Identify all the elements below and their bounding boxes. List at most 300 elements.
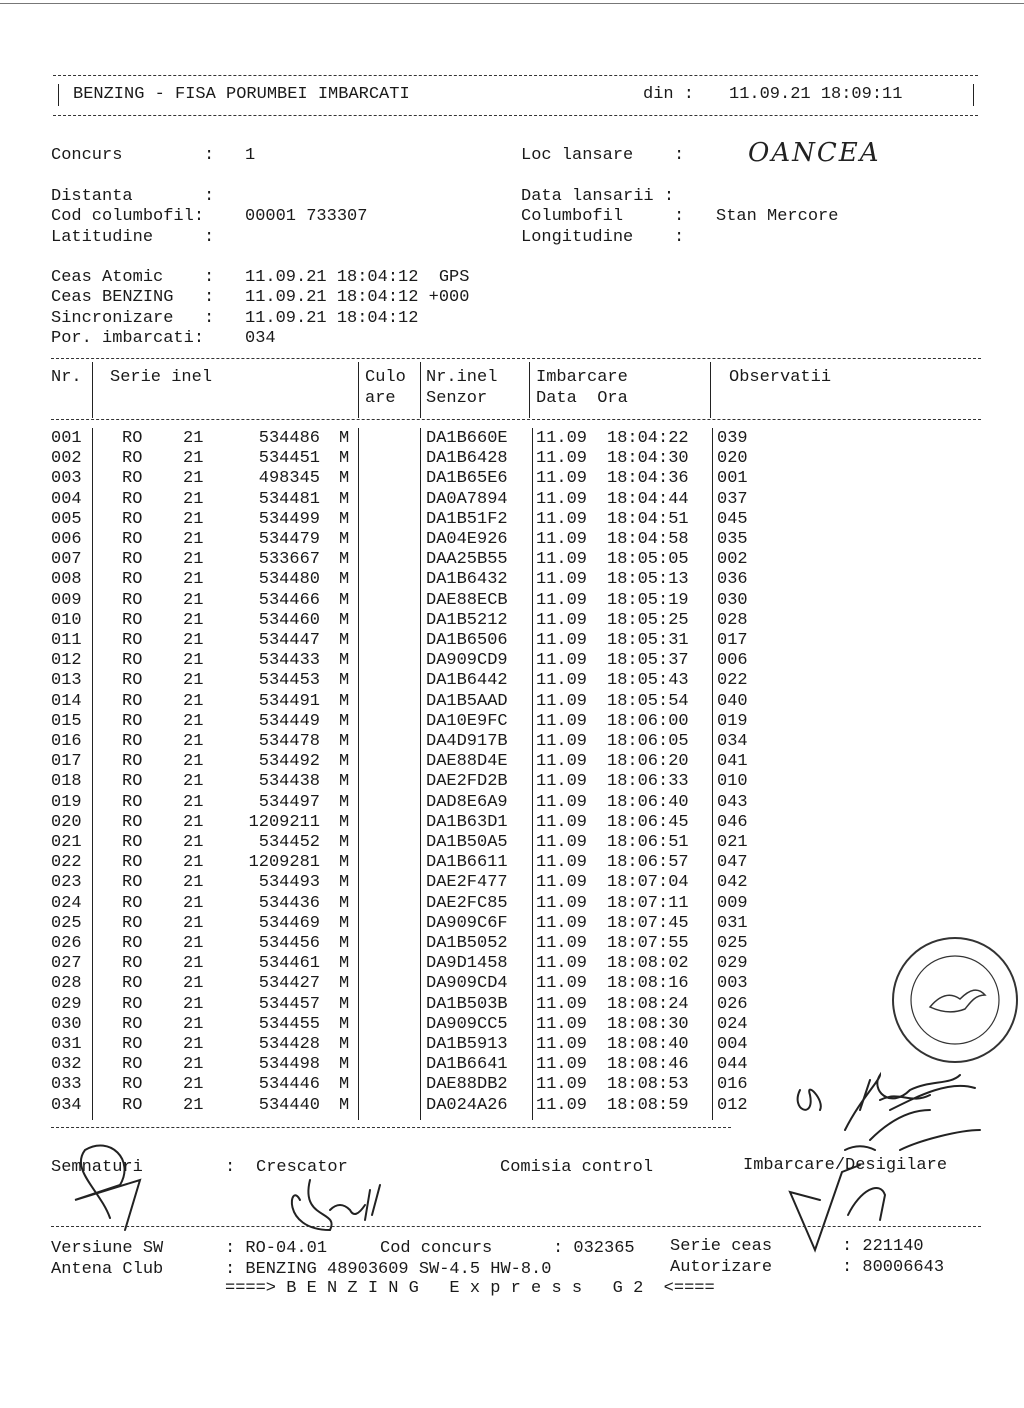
cell-year: 21	[183, 833, 204, 852]
cell-nr: 023	[51, 873, 82, 893]
cell-sensor-id: DA1B5913	[426, 1035, 508, 1054]
cell-year: 21	[183, 429, 204, 448]
cell-sensor-id: DA9D1458	[426, 954, 508, 974]
cell-time: 18:06:57	[607, 853, 689, 873]
cell-year: 21	[183, 732, 204, 751]
versiune-sw-value: : RO-04.01	[225, 1239, 328, 1258]
cell-country: RO	[122, 671, 143, 691]
cell-year: 21	[183, 550, 204, 570]
cell-date: 11.09	[536, 752, 588, 772]
cell-date: 11.09	[536, 590, 588, 610]
cell-date: 11.09	[536, 489, 588, 509]
cell-observatii: 017	[717, 631, 748, 650]
cell-sensor-id: DA1B5212	[426, 610, 508, 630]
cell-ring-number: 534451	[258, 449, 320, 469]
cell-year: 21	[183, 812, 204, 832]
cell-country: RO	[122, 449, 143, 469]
cell-time: 18:05:31	[607, 631, 689, 650]
cell-observatii: 009	[717, 893, 748, 913]
cell-country: RO	[122, 651, 143, 671]
cell-nr: 004	[51, 489, 82, 509]
cell-year: 21	[183, 893, 204, 913]
cell-time: 18:06:33	[607, 772, 689, 792]
cell-ring-number: 1209211	[248, 812, 320, 832]
cell-sensor-id: DA1B5052	[426, 934, 508, 953]
cell-country: RO	[122, 994, 143, 1014]
cell-sex: M	[339, 1014, 350, 1034]
signature-top-right	[845, 1075, 975, 1130]
cell-nr: 021	[51, 833, 82, 852]
cell-date: 11.09	[536, 610, 588, 630]
cell-ring-number: 534428	[258, 1035, 320, 1054]
semnaturi-label: Semnaturi	[51, 1158, 143, 1177]
cell-observatii: 041	[717, 752, 748, 772]
cod-columbofil-value: 00001 733307	[245, 207, 368, 226]
cell-year: 21	[183, 610, 204, 630]
cell-country: RO	[122, 873, 143, 893]
cell-date: 11.09	[536, 671, 588, 691]
imbarcati-value: 034	[245, 329, 276, 348]
cell-observatii: 019	[717, 711, 748, 731]
cell-date: 11.09	[536, 469, 588, 489]
autorizare-label: Autorizare	[670, 1258, 773, 1277]
cell-date: 11.09	[536, 711, 588, 731]
cell-time: 18:06:51	[607, 833, 689, 852]
cell-country: RO	[122, 772, 143, 792]
cell-year: 21	[183, 1075, 204, 1095]
cell-observatii: 004	[717, 1035, 748, 1054]
cell-observatii: 010	[717, 772, 748, 792]
cell-sex: M	[339, 550, 350, 570]
cell-country: RO	[122, 429, 143, 448]
cell-year: 21	[183, 489, 204, 509]
cell-sensor-id: DA1B51F2	[426, 509, 508, 529]
cell-sensor-id: DA1B65E6	[426, 469, 508, 489]
cell-ring-number: 534455	[258, 1014, 320, 1034]
cell-date: 11.09	[536, 1055, 588, 1075]
cell-sensor-id: DA1B50A5	[426, 833, 508, 852]
cell-sex: M	[339, 833, 350, 852]
cell-ring-number: 534479	[258, 530, 320, 549]
cell-year: 21	[183, 873, 204, 893]
cell-country: RO	[122, 631, 143, 650]
cell-country: RO	[122, 469, 143, 489]
cell-sex: M	[339, 711, 350, 731]
antena-club-label: Antena Club	[51, 1260, 164, 1279]
col-header-imbarcare-1: Imbarcare	[536, 368, 628, 387]
cell-nr: 008	[51, 570, 82, 590]
signature-crescator	[292, 1180, 380, 1230]
cell-ring-number: 534456	[258, 934, 320, 953]
cell-year: 21	[183, 651, 204, 671]
cell-year: 21	[183, 792, 204, 812]
cell-country: RO	[122, 732, 143, 751]
cell-ring-number: 534491	[258, 691, 320, 711]
cell-observatii: 024	[717, 1014, 748, 1034]
autorizare-value: : 80006643	[842, 1258, 945, 1277]
cell-nr: 027	[51, 954, 82, 974]
cell-sex: M	[339, 651, 350, 671]
cell-ring-number: 534499	[258, 509, 320, 529]
cell-country: RO	[122, 954, 143, 974]
cell-ring-number: 534493	[258, 873, 320, 893]
cell-time: 18:08:40	[607, 1035, 689, 1054]
cell-observatii: 029	[717, 954, 748, 974]
cell-time: 18:05:37	[607, 651, 689, 671]
comisia-control-label: Comisia control	[500, 1158, 654, 1177]
ceas-benzing-value: 11.09.21 18:04:12 +000	[245, 288, 470, 307]
cell-year: 21	[183, 994, 204, 1014]
imbarcati-label: Por. imbarcati:	[51, 329, 205, 348]
footer-rule	[51, 1226, 981, 1227]
col-header-serie: Serie inel	[110, 368, 213, 387]
cell-time: 18:05:54	[607, 691, 689, 711]
cell-observatii: 045	[717, 509, 748, 529]
cell-sex: M	[339, 631, 350, 650]
cell-country: RO	[122, 1055, 143, 1075]
cell-ring-number: 534427	[258, 974, 320, 994]
columbofil-value: Stan Mercore	[716, 207, 839, 226]
cell-year: 21	[183, 570, 204, 590]
cell-time: 18:08:02	[607, 954, 689, 974]
cell-year: 21	[183, 711, 204, 731]
cell-nr: 034	[51, 1095, 82, 1115]
cell-year: 21	[183, 913, 204, 933]
ceas-atomic-label: Ceas Atomic :	[51, 268, 215, 287]
cell-year: 21	[183, 1055, 204, 1075]
cell-nr: 013	[51, 671, 82, 691]
cell-sex: M	[339, 954, 350, 974]
cell-time: 18:06:45	[607, 812, 689, 832]
cell-country: RO	[122, 550, 143, 570]
cell-year: 21	[183, 752, 204, 772]
longitudine-label: Longitudine :	[521, 228, 685, 247]
semnaturi-colon: :	[225, 1158, 236, 1177]
cell-observatii: 044	[717, 1055, 748, 1075]
cell-date: 11.09	[536, 853, 588, 873]
cell-nr: 025	[51, 913, 82, 933]
cell-time: 18:05:43	[607, 671, 689, 691]
cell-observatii: 043	[717, 792, 748, 812]
cell-ring-number: 534492	[258, 752, 320, 772]
cell-time: 18:05:13	[607, 570, 689, 590]
ceas-benzing-label: Ceas BENZING :	[51, 288, 215, 307]
cell-observatii: 042	[717, 873, 748, 893]
cell-observatii: 003	[717, 974, 748, 994]
col-header-imbarcare-2: Data Ora	[536, 389, 628, 408]
loc-lansare-label: Loc lansare :	[521, 146, 685, 165]
cell-year: 21	[183, 469, 204, 489]
cell-ring-number: 534438	[258, 772, 320, 792]
cell-country: RO	[122, 530, 143, 549]
cell-ring-number: 534461	[258, 954, 320, 974]
cell-country: RO	[122, 792, 143, 812]
cell-date: 11.09	[536, 974, 588, 994]
concurs-value: 1	[245, 146, 256, 165]
cell-nr: 022	[51, 853, 82, 873]
cell-time: 18:06:00	[607, 711, 689, 731]
cell-sex: M	[339, 1075, 350, 1095]
cell-sensor-id: DAE88D4E	[426, 752, 508, 772]
cell-sensor-id: DAE88DB2	[426, 1075, 508, 1095]
cell-sensor-id: DA10E9FC	[426, 711, 508, 731]
cell-nr: 007	[51, 550, 82, 570]
cell-nr: 032	[51, 1055, 82, 1075]
cod-concurs-label: Cod concurs	[380, 1239, 493, 1258]
cell-country: RO	[122, 893, 143, 913]
cell-country: RO	[122, 812, 143, 832]
cell-nr: 012	[51, 651, 82, 671]
stamp-seal	[880, 935, 1024, 1065]
cell-date: 11.09	[536, 873, 588, 893]
imbarcare-desigilare-label: Imbarcare/Desigilare	[743, 1156, 948, 1175]
cod-concurs-value: : 032365	[553, 1239, 635, 1258]
antena-club-value: : BENZING 48903609 SW-4.5 HW-8.0	[225, 1260, 552, 1279]
cell-time: 18:04:30	[607, 449, 689, 469]
cell-nr: 024	[51, 893, 82, 913]
cell-nr: 031	[51, 1035, 82, 1054]
cell-date: 11.09	[536, 449, 588, 469]
cell-sensor-id: DA1B5AAD	[426, 691, 508, 711]
cell-observatii: 031	[717, 913, 748, 933]
cell-date: 11.09	[536, 934, 588, 953]
cell-country: RO	[122, 913, 143, 933]
cell-ring-number: 534466	[258, 590, 320, 610]
cell-observatii: 034	[717, 732, 748, 751]
cell-ring-number: 534447	[258, 631, 320, 650]
cell-sensor-id: DAA25B55	[426, 550, 508, 570]
cell-time: 18:07:55	[607, 934, 689, 953]
cell-sensor-id: DAD8E6A9	[426, 792, 508, 812]
cell-nr: 016	[51, 732, 82, 751]
cell-date: 11.09	[536, 792, 588, 812]
cell-sex: M	[339, 590, 350, 610]
cell-time: 18:08:30	[607, 1014, 689, 1034]
cell-sex: M	[339, 873, 350, 893]
cell-date: 11.09	[536, 550, 588, 570]
cell-observatii: 016	[717, 1075, 748, 1095]
cell-time: 18:05:05	[607, 550, 689, 570]
cell-sensor-id: DAE2F477	[426, 873, 508, 893]
signature-semnaturi	[75, 1145, 140, 1230]
cell-observatii: 037	[717, 489, 748, 509]
latitudine-label: Latitudine :	[51, 228, 215, 247]
cod-columbofil-label: Cod columbofil:	[51, 207, 205, 226]
cell-time: 18:08:53	[607, 1075, 689, 1095]
cell-sensor-id: DA909C6F	[426, 913, 508, 933]
cell-year: 21	[183, 631, 204, 650]
cell-country: RO	[122, 1014, 143, 1034]
cell-ring-number: 534440	[258, 1095, 320, 1115]
cell-sex: M	[339, 489, 350, 509]
cell-sex: M	[339, 893, 350, 913]
cell-nr: 026	[51, 934, 82, 953]
cell-observatii: 035	[717, 530, 748, 549]
cell-ring-number: 534480	[258, 570, 320, 590]
cell-sex: M	[339, 994, 350, 1014]
distanta-label: Distanta :	[51, 187, 215, 206]
cell-year: 21	[183, 772, 204, 792]
cell-observatii: 012	[717, 1095, 748, 1115]
cell-sensor-id: DA909CD4	[426, 974, 508, 994]
col-header-culoare-2: are	[365, 389, 396, 408]
cell-sex: M	[339, 812, 350, 832]
cell-date: 11.09	[536, 913, 588, 933]
cell-date: 11.09	[536, 429, 588, 448]
cell-date: 11.09	[536, 1014, 588, 1034]
cell-sensor-id: DA1B6506	[426, 631, 508, 650]
cell-nr: 014	[51, 691, 82, 711]
cell-observatii: 036	[717, 570, 748, 590]
cell-date: 11.09	[536, 631, 588, 650]
loc-lansare-handwritten: OANCEA	[748, 138, 881, 168]
cell-time: 18:08:24	[607, 994, 689, 1014]
cell-date: 11.09	[536, 994, 588, 1014]
cell-date: 11.09	[536, 893, 588, 913]
cell-time: 18:05:19	[607, 590, 689, 610]
cell-observatii: 025	[717, 934, 748, 953]
cell-time: 18:06:20	[607, 752, 689, 772]
cell-nr: 030	[51, 1014, 82, 1034]
cell-sensor-id: DA024A26	[426, 1095, 508, 1115]
cell-date: 11.09	[536, 772, 588, 792]
cell-time: 18:06:40	[607, 792, 689, 812]
cell-country: RO	[122, 752, 143, 772]
cell-ring-number: 534486	[258, 429, 320, 448]
col-header-observatii: Observatii	[729, 368, 832, 387]
cell-nr: 006	[51, 530, 82, 549]
cell-country: RO	[122, 974, 143, 994]
cell-country: RO	[122, 1075, 143, 1095]
cell-country: RO	[122, 691, 143, 711]
cell-sensor-id: DA1B503B	[426, 994, 508, 1014]
cell-year: 21	[183, 954, 204, 974]
cell-date: 11.09	[536, 812, 588, 832]
cell-sensor-id: DA1B63D1	[426, 812, 508, 832]
cell-year: 21	[183, 853, 204, 873]
cell-sensor-id: DA1B660E	[426, 429, 508, 448]
crescator-label: Crescator	[256, 1158, 348, 1177]
cell-time: 18:07:11	[607, 893, 689, 913]
cell-sex: M	[339, 772, 350, 792]
cell-country: RO	[122, 570, 143, 590]
col-header-culoare-1: Culo	[365, 368, 406, 387]
cell-ring-number: 534498	[258, 1055, 320, 1075]
signature-side	[798, 1080, 980, 1150]
document-title: BENZING - FISA PORUMBEI IMBARCATI	[73, 85, 410, 104]
cell-ring-number: 534452	[258, 833, 320, 852]
data-lansarii-label: Data lansarii :	[521, 187, 675, 206]
cell-sensor-id: DAE2FC85	[426, 893, 508, 913]
cell-year: 21	[183, 590, 204, 610]
cell-year: 21	[183, 671, 204, 691]
cell-ring-number: 534433	[258, 651, 320, 671]
versiune-sw-label: Versiune SW	[51, 1239, 164, 1258]
cell-date: 11.09	[536, 833, 588, 852]
cell-country: RO	[122, 1035, 143, 1054]
serie-ceas-value: : 221140	[842, 1237, 924, 1256]
cell-observatii: 047	[717, 853, 748, 873]
cell-country: RO	[122, 711, 143, 731]
cell-sex: M	[339, 469, 350, 489]
cell-observatii: 022	[717, 671, 748, 691]
cell-ring-number: 534436	[258, 893, 320, 913]
cell-observatii: 002	[717, 550, 748, 570]
cell-sex: M	[339, 752, 350, 772]
cell-date: 11.09	[536, 530, 588, 549]
cell-nr: 029	[51, 994, 82, 1014]
cell-observatii: 030	[717, 590, 748, 610]
cell-nr: 001	[51, 429, 82, 448]
cell-ring-number: 533667	[258, 550, 320, 570]
cell-date: 11.09	[536, 1075, 588, 1095]
cell-time: 18:05:25	[607, 610, 689, 630]
cell-country: RO	[122, 489, 143, 509]
cell-country: RO	[122, 853, 143, 873]
cell-ring-number: 534481	[258, 489, 320, 509]
ceas-atomic-value: 11.09.21 18:04:12 GPS	[245, 268, 470, 287]
cell-sex: M	[339, 934, 350, 953]
cell-sensor-id: DA1B6611	[426, 853, 508, 873]
cell-observatii: 001	[717, 469, 748, 489]
cell-nr: 033	[51, 1075, 82, 1095]
cell-nr: 028	[51, 974, 82, 994]
cell-observatii: 039	[717, 429, 748, 448]
cell-sensor-id: DA1B6442	[426, 671, 508, 691]
cell-date: 11.09	[536, 954, 588, 974]
cell-observatii: 046	[717, 812, 748, 832]
cell-date: 11.09	[536, 691, 588, 711]
cell-year: 21	[183, 974, 204, 994]
cell-time: 18:04:22	[607, 429, 689, 448]
cell-sex: M	[339, 570, 350, 590]
cell-time: 18:07:04	[607, 873, 689, 893]
cell-country: RO	[122, 509, 143, 529]
cell-sensor-id: DA1B6428	[426, 449, 508, 469]
cell-nr: 015	[51, 711, 82, 731]
cell-time: 18:04:36	[607, 469, 689, 489]
cell-year: 21	[183, 1014, 204, 1034]
cell-nr: 020	[51, 812, 82, 832]
sincronizare-label: Sincronizare :	[51, 309, 215, 328]
cell-sex: M	[339, 732, 350, 751]
cell-date: 11.09	[536, 651, 588, 671]
benzing-banner: ====> B E N Z I N G E x p r e s s G 2 <====	[225, 1279, 715, 1298]
cell-sex: M	[339, 671, 350, 691]
columbofil-label: Columbofil :	[521, 207, 685, 226]
cell-sex: M	[339, 449, 350, 469]
cell-sensor-id: DA4D917B	[426, 732, 508, 751]
col-header-nr: Nr.	[51, 368, 82, 387]
cell-sensor-id: DA0A7894	[426, 489, 508, 509]
din-label: din :	[643, 85, 695, 104]
cell-sex: M	[339, 1055, 350, 1075]
concurs-label: Concurs :	[51, 146, 215, 165]
cell-nr: 011	[51, 631, 82, 650]
cell-ring-number: 534460	[258, 610, 320, 630]
cell-observatii: 020	[717, 449, 748, 469]
cell-sex: M	[339, 429, 350, 448]
cell-ring-number: 534478	[258, 732, 320, 751]
cell-sex: M	[339, 509, 350, 529]
cell-nr: 003	[51, 469, 82, 489]
cell-time: 18:04:58	[607, 530, 689, 549]
cell-nr: 009	[51, 590, 82, 610]
din-value: 11.09.21 18:09:11	[729, 85, 903, 104]
cell-sex: M	[339, 913, 350, 933]
cell-country: RO	[122, 934, 143, 953]
cell-sensor-id: DAE2FD2B	[426, 772, 508, 792]
